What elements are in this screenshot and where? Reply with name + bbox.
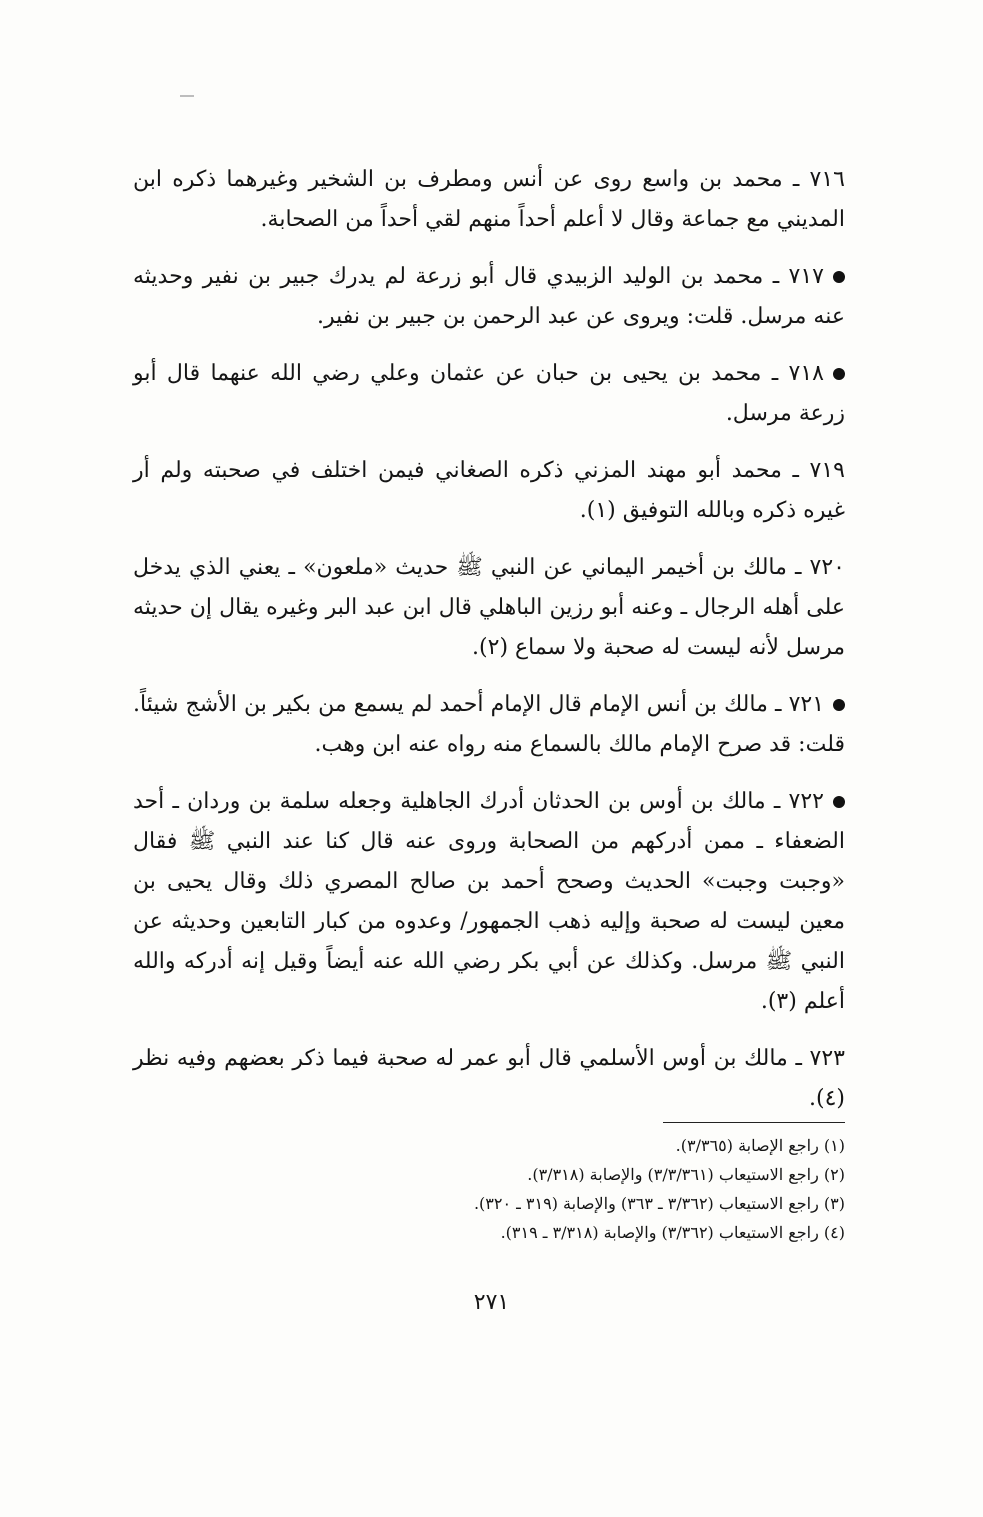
entry-number: ٧٢٣ [809, 1046, 845, 1071]
bullet-marker [833, 271, 845, 283]
entry-number: ٧٢٢ [788, 789, 824, 814]
entry-number: ٧١٦ [809, 167, 845, 192]
entry-716: ٧١٦ ـ محمد بن واسع روى عن أنس ومطرف بن الشخير وغيرهما ذكره ابن المديني مع جماعة وقال لا أعلم أحداً منهم لقي أحداً من الصحابة. [133, 167, 845, 232]
entry-717: ٧١٧ ـ محمد بن الوليد الزبيدي قال أبو زرعة لم يدرك جبير بن نفير وحديثه عنه مرسل. قلت: ويروى عن عبد الرحمن بن جبير بن نفير. [133, 264, 845, 329]
entry-text: مالك بن أوس بن الحدثان أدرك الجاهلية وجعله سلمة بن وردان ـ أحد الضعفاء ـ ممن أدركهم من الصحابة وروى عنه قال كنا عند النبي ﷺ فقال «وجبت وجبت» الحديث وصحح أحمد بن صالح المصري ذلك وقال يحيى بن معين ليست له صحبة وإليه ذهب الجمهور/ وعدوه من كبار التابعين وحديثه عن النبي ﷺ مرسل. وكذلك عن أبي بكر رضي الله عنه أيضاً وقيل إنه أدركه والله أعلم (٣). [133, 789, 845, 1014]
entry-text: محمد بن الوليد الزبيدي قال أبو زرعة لم يدرك جبير بن نفير وحديثه عنه مرسل. قلت: ويروى عن عبد الرحمن بن جبير بن نفير. [133, 264, 845, 329]
entry-number: ٧١٩ [809, 458, 845, 483]
entry-720: ٧٢٠ ـ مالك بن أخيمر اليماني عن النبي ﷺ حديث «ملعون» ـ يعني الذي يدخل على أهله الرجال ـ وعنه أبو رزين الباهلي قال ابن عبد البر وغيره يقال إن حديثه مرسل لأنه ليست له صحبة ولا سماع (٢). [133, 555, 845, 660]
footnote: (٤) راجع الاستيعاب (٣/٣٦٢) والإصابة (٣/٣١٨ ـ ٣١٩). [500, 1223, 845, 1242]
entry-number: ٧١٨ [788, 361, 824, 386]
entry-number: ٧٢١ [788, 692, 825, 717]
entry-number: ٧١٧ [788, 264, 824, 289]
entry-721: ٧٢١ ـ مالك بن أنس الإمام قال الإمام أحمد لم يسمع من بكير بن الأشج شيئاً. قلت: قد صرح الإمام مالك بالسماع منه رواه عنه ابن وهب. [133, 692, 845, 757]
entries-list [133, 160, 845, 1136]
entry-text: محمد بن واسع روى عن أنس ومطرف بن الشخير وغيرهما ذكره ابن المديني مع جماعة وقال لا أعلم أحداً منهم لقي أحداً من الصحابة. [133, 167, 845, 232]
bullet-marker [833, 699, 845, 711]
footnote-divider [663, 1122, 845, 1123]
footnote: (١) راجع الإصابة (٣/٣٦٥). [675, 1136, 845, 1155]
entry-723: ٧٢٣ ـ مالك بن أوس الأسلمي قال أبو عمر له صحبة فيما ذكر بعضهم وفيه نظر (٤). [133, 1046, 845, 1111]
entry-number: ٧٢٠ [809, 555, 845, 580]
entry-719: ٧١٩ ـ محمد أبو مهند المزني ذكره الصغاني فيمن اختلف في صحبته ولم أر غيره ذكره وبالله التوفيق (١). [133, 458, 845, 523]
entry-text: محمد أبو مهند المزني ذكره الصغاني فيمن اختلف في صحبته ولم أر غيره ذكره وبالله التوفيق (١). [133, 458, 845, 523]
entry-text: مالك بن أخيمر اليماني عن النبي ﷺ حديث «ملعون» ـ يعني الذي يدخل على أهله الرجال ـ وعنه أبو رزين الباهلي قال ابن عبد البر وغيره يقال إن حديثه مرسل لأنه ليست له صحبة ولا سماع (٢). [133, 555, 845, 660]
entry-text: مالك بن أنس الإمام قال الإمام أحمد لم يسمع من بكير بن الأشج شيئاً. قلت: قد صرح الإمام مالك بالسماع منه رواه عنه ابن وهب. [133, 692, 845, 757]
scan-mark [180, 95, 194, 97]
footnote: (٣) راجع الاستيعاب (٣/٣٦٢ ـ ٣٦٣) والإصابة (٣١٩ ـ ٣٢٠). [473, 1194, 845, 1213]
entry-text: محمد بن يحيى بن حبان عن عثمان وعلي رضي الله عنهما قال أبو زرعة مرسل. [133, 361, 845, 426]
entry-722: ٧٢٢ ـ مالك بن أوس بن الحدثان أدرك الجاهلية وجعله سلمة بن وردان ـ أحد الضعفاء ـ ممن أدركهم من الصحابة وروى عنه قال كنا عند النبي ﷺ فقال «وجبت وجبت» الحديث وصحح أحمد بن صالح المصري ذلك وقال يحيى بن معين ليست له صحبة وإليه ذهب الجمهور/ وعدوه من كبار التابعين وحديثه عن النبي ﷺ مرسل. وكذلك عن أبي بكر رضي الله عنه أيضاً وقيل إنه أدركه والله أعلم (٣). [133, 789, 845, 1014]
bullet-marker [833, 368, 845, 380]
footnotes [133, 1131, 845, 1247]
footnote: (٢) راجع الاستيعاب (٣/٣/٣٦١) والإصابة (٣/٣١٨). [527, 1165, 845, 1184]
page-number: ٢٧١ [473, 1290, 510, 1315]
entry-text: مالك بن أوس الأسلمي قال أبو عمر له صحبة فيما ذكر بعضهم وفيه نظر (٤). [133, 1046, 845, 1111]
entry-718: ٧١٨ ـ محمد بن يحيى بن حبان عن عثمان وعلي رضي الله عنهما قال أبو زرعة مرسل. [133, 361, 845, 426]
bullet-marker [833, 796, 845, 808]
